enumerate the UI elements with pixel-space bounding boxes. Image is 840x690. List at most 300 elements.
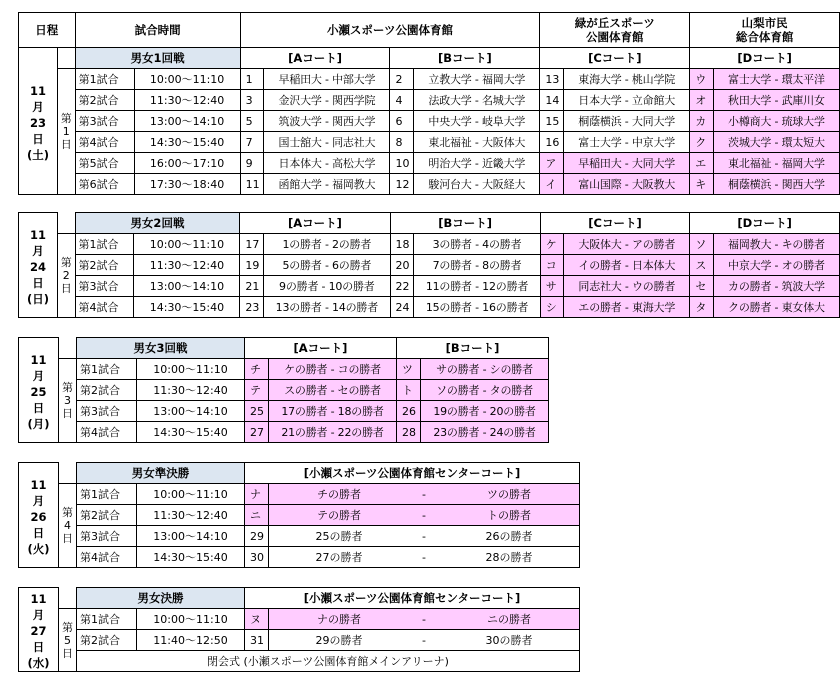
day-number [57, 234, 75, 318]
match-label: 第2試合 [77, 630, 137, 651]
match-time: 10:00～11:10 [137, 359, 245, 380]
match-row [19, 484, 580, 505]
game-matchup [564, 132, 690, 153]
game-number: 13 [540, 69, 564, 90]
game-matchup [421, 380, 549, 401]
game-number: 30 [245, 547, 269, 568]
date-char: (月) [27, 416, 50, 431]
versus-dash: - [422, 488, 426, 501]
match-label: 第3試合 [77, 401, 137, 422]
court-label: [Aコート] [245, 338, 397, 359]
game-number: セ [690, 276, 714, 297]
match-time: 14:30～15:40 [134, 132, 240, 153]
matchup-text: 富士大学 - 中京大学 [578, 136, 676, 149]
game-number: ソ [690, 234, 714, 255]
date-char: 月 [32, 243, 44, 258]
day-number-spacer [59, 463, 77, 484]
match-row [19, 547, 580, 568]
matchup-text: 17の勝者 - 18の勝者 [281, 405, 384, 418]
match-row [19, 609, 580, 630]
date-char: 11 [30, 592, 47, 606]
game-number: ケ [540, 234, 564, 255]
game-number: 16 [540, 132, 564, 153]
game-matchup [564, 276, 690, 297]
matchup-text: 法政大学 - 名城大学 [428, 94, 526, 107]
round-label: 男女3回戦 [77, 338, 245, 359]
matchup-text: 日本大学 - 立命館大 [578, 94, 676, 107]
game-matchup [269, 505, 580, 526]
date-char: 月 [32, 608, 45, 622]
game-number: 17 [240, 234, 264, 255]
game-number: 3 [240, 90, 264, 111]
day-number-char: 1 [62, 125, 70, 138]
versus-dash: - [422, 509, 426, 522]
round-label: 男女1回戦 [75, 48, 240, 69]
day-number-char: 日 [62, 407, 73, 420]
matchup-text: 中央大学 - 岐阜大学 [428, 115, 526, 128]
game-matchup [414, 297, 540, 318]
game-matchup [713, 297, 839, 318]
matchup-text: スの勝者 - セの勝者 [284, 384, 381, 397]
away-team: ニの勝者 [487, 613, 531, 626]
game-number: サ [540, 276, 564, 297]
round-header-row [19, 588, 580, 609]
versus-dash: - [422, 530, 426, 543]
matchup-text: 1の勝者 - 2の勝者 [282, 238, 372, 251]
game-matchup [421, 422, 549, 443]
court-label: [Bコート] [390, 213, 540, 234]
game-number: コ [540, 255, 564, 276]
game-number: ウ [690, 69, 714, 90]
header-venue-kose: 小瀬スポーツ公園体育館 [240, 13, 540, 48]
game-number: 7 [240, 132, 264, 153]
day-number-char: 日 [62, 646, 73, 660]
round-header-row [19, 338, 549, 359]
game-number: 20 [390, 255, 414, 276]
game-number: 28 [397, 422, 421, 443]
day-number-spacer [59, 588, 77, 609]
game-number: 21 [240, 276, 264, 297]
match-row [19, 401, 549, 422]
game-matchup [564, 234, 690, 255]
matchup-text: 3の勝者 - 4の勝者 [432, 238, 522, 251]
match-time: 11:40～12:50 [137, 630, 245, 651]
round-header-row [19, 48, 840, 69]
matchup-text: エの勝者 - 東海大学 [578, 301, 676, 314]
game-matchup [269, 484, 580, 505]
game-matchup [414, 90, 540, 111]
game-matchup [269, 547, 580, 568]
game-number: 14 [540, 90, 564, 111]
day-block-2 [18, 212, 840, 318]
game-matchup [421, 359, 549, 380]
date-char: (水) [27, 656, 50, 670]
home-team: テの勝者 [317, 509, 361, 522]
match-time: 11:30～12:40 [134, 255, 240, 276]
game-matchup [713, 174, 839, 195]
match-time: 14:30～15:40 [137, 422, 245, 443]
matchup-text: 中京大学 - オの勝者 [728, 259, 825, 272]
game-number: 24 [390, 297, 414, 318]
matchup-text: ケの勝者 - コの勝者 [284, 363, 381, 376]
day-number [59, 609, 77, 672]
match-label: 第4試合 [77, 422, 137, 443]
day-number-spacer [59, 338, 77, 359]
game-number: オ [690, 90, 714, 111]
game-number: 12 [390, 174, 414, 195]
matchup-text: 函館大学 - 福岡教大 [278, 178, 376, 191]
matchup-text: 15の勝者 - 16の勝者 [425, 301, 529, 314]
date-char: 11 [29, 227, 46, 242]
venue-line: 緑が丘スポーツ [574, 16, 655, 30]
date-char: 26 [30, 509, 47, 524]
game-matchup [264, 111, 390, 132]
game-number: テ [245, 380, 269, 401]
matchup-text: 19の勝者 - 20の勝者 [433, 405, 536, 418]
date-char: 11 [30, 352, 47, 367]
home-team: ナの勝者 [317, 613, 361, 626]
matchup-text: 金沢大学 - 関西学院 [278, 94, 376, 107]
match-row [19, 505, 580, 526]
game-matchup [421, 401, 549, 422]
home-team: 25の勝者 [315, 530, 363, 543]
game-number: 6 [390, 111, 414, 132]
court-label: [Aコート] [240, 48, 390, 69]
game-matchup [414, 132, 540, 153]
match-label: 第3試合 [77, 526, 137, 547]
game-matchup [264, 234, 390, 255]
game-matchup [713, 153, 839, 174]
game-number: キ [690, 174, 714, 195]
match-row [19, 132, 840, 153]
venue-line: 公園体育館 [586, 30, 644, 44]
match-row [19, 111, 840, 132]
game-number: 27 [245, 422, 269, 443]
header-row [19, 13, 840, 48]
matchup-text: 富山国際 - 大阪教大 [578, 178, 676, 191]
game-matchup [564, 297, 690, 318]
day-number-char: 2 [62, 269, 70, 282]
center-court-label: [小瀬スポーツ公園体育館センターコート] [245, 588, 580, 609]
home-team: 29の勝者 [315, 634, 363, 647]
closing-ceremony: 閉会式 (小瀬スポーツ公園体育館メインアリーナ) [77, 651, 580, 672]
game-matchup [564, 174, 690, 195]
game-matchup [414, 234, 540, 255]
versus-dash: - [422, 634, 426, 647]
match-label: 第1試合 [77, 484, 137, 505]
game-matchup [269, 422, 397, 443]
match-row [19, 380, 549, 401]
game-number: ナ [245, 484, 269, 505]
header-venue-midorigaoka [540, 13, 690, 48]
game-number: 23 [240, 297, 264, 318]
match-time: 10:00～11:10 [137, 609, 245, 630]
game-matchup [264, 174, 390, 195]
day-number-char: 第 [62, 620, 73, 634]
game-number: チ [245, 359, 269, 380]
date-char: (火) [27, 541, 50, 556]
game-matchup [264, 255, 390, 276]
match-row [19, 255, 840, 276]
game-number: 25 [245, 401, 269, 422]
matchup-text: 大阪体大 - アの勝者 [578, 238, 676, 251]
game-matchup [713, 111, 839, 132]
matchup-text: 国士舘大 - 同志社大 [278, 136, 376, 149]
match-label: 第1試合 [75, 234, 134, 255]
match-date [19, 588, 59, 672]
header-date: 日程 [19, 13, 76, 48]
game-number: ヌ [245, 609, 269, 630]
game-number: 15 [540, 111, 564, 132]
date-char: 23 [29, 115, 46, 130]
game-matchup [564, 90, 690, 111]
match-label: 第2試合 [77, 505, 137, 526]
game-number: ア [540, 153, 564, 174]
game-number: 26 [397, 401, 421, 422]
game-matchup [269, 380, 397, 401]
date-char: 日 [32, 131, 44, 146]
header-time: 試合時間 [75, 13, 240, 48]
day-number-char: 日 [62, 532, 73, 545]
day-number-char: 4 [64, 519, 71, 532]
header-venue-yamanashi [690, 13, 840, 48]
game-number: 11 [240, 174, 264, 195]
date-char: 日 [32, 640, 45, 654]
date-char: 日 [32, 525, 45, 540]
venue-line: 総合体育館 [735, 30, 794, 44]
match-date [19, 213, 58, 318]
game-matchup [264, 90, 390, 111]
game-matchup [564, 69, 690, 90]
court-label: [Dコート] [690, 213, 840, 234]
match-row [19, 276, 840, 297]
game-number: タ [690, 297, 714, 318]
game-matchup [713, 90, 839, 111]
game-number: 29 [245, 526, 269, 547]
match-label: 第4試合 [75, 297, 134, 318]
date-char: 25 [30, 384, 47, 399]
matchup-text: ソの勝者 - タの勝者 [436, 384, 533, 397]
game-number: カ [690, 111, 714, 132]
matchup-text: 日本体大 - 高松大学 [278, 157, 376, 170]
day-block-3 [18, 337, 549, 443]
day-number-char: 第 [62, 381, 73, 394]
match-label: 第2試合 [77, 380, 137, 401]
game-matchup [269, 630, 580, 651]
round-header-row [19, 463, 580, 484]
date-char: (土) [26, 147, 49, 162]
matchup-text: 秋田大学 - 武庫川女 [728, 94, 825, 107]
matchup-text: 9の勝者 - 10の勝者 [279, 280, 375, 293]
away-team: トの勝者 [487, 509, 531, 522]
away-team: 30の勝者 [485, 634, 533, 647]
match-row [19, 630, 580, 651]
game-matchup [269, 401, 397, 422]
match-row [19, 69, 840, 90]
court-label: [Cコート] [540, 213, 690, 234]
matchup-text: 富士大学 - 環太平洋 [728, 73, 825, 86]
game-number: 18 [390, 234, 414, 255]
matchup-text: 東北福祉 - 福岡大学 [728, 157, 825, 170]
match-label: 第6試合 [75, 174, 134, 195]
game-matchup [564, 111, 690, 132]
game-matchup [713, 69, 839, 90]
round-label: 男女準決勝 [77, 463, 245, 484]
versus-dash: - [422, 551, 426, 564]
game-matchup [713, 276, 839, 297]
date-char: 月 [32, 493, 45, 508]
game-matchup [264, 276, 390, 297]
match-time: 13:00～14:10 [134, 111, 240, 132]
game-matchup [414, 174, 540, 195]
matchup-text: 茨城大学 - 環太短大 [728, 136, 825, 149]
game-number: エ [690, 153, 714, 174]
game-matchup [269, 526, 580, 547]
game-matchup [269, 609, 580, 630]
date-char: 月 [32, 368, 45, 383]
matchup-text: サの勝者 - シの勝者 [436, 363, 533, 376]
game-number: シ [540, 297, 564, 318]
matchup-text: 福岡教大 - キの勝者 [728, 238, 825, 251]
game-number: ク [690, 132, 714, 153]
date-char: (日) [26, 291, 49, 306]
game-matchup [264, 297, 390, 318]
match-date [19, 463, 59, 568]
game-matchup [713, 255, 839, 276]
game-matchup [264, 69, 390, 90]
game-number: 2 [390, 69, 414, 90]
match-row [19, 359, 549, 380]
closing-row [19, 651, 580, 672]
day-number [59, 359, 77, 443]
date-char: 日 [32, 400, 45, 415]
match-row [19, 297, 840, 318]
date-char: 日 [32, 275, 44, 290]
date-char: 27 [30, 624, 47, 638]
matchup-text: 立教大学 - 福岡大学 [428, 73, 526, 86]
matchup-text: 明治大学 - 近畿大学 [428, 157, 526, 170]
match-date [19, 338, 59, 443]
game-number: 8 [390, 132, 414, 153]
matchup-text: 早稲田大 - 中部大学 [278, 73, 376, 86]
date-char: 月 [32, 99, 44, 114]
matchup-text: 7の勝者 - 8の勝者 [432, 259, 522, 272]
away-team: ツの勝者 [487, 488, 531, 501]
match-time: 13:00～14:10 [137, 526, 245, 547]
game-number: 1 [240, 69, 264, 90]
match-time: 10:00～11:10 [134, 234, 240, 255]
game-number: 5 [240, 111, 264, 132]
match-time: 14:30～15:40 [134, 297, 240, 318]
game-matchup [564, 153, 690, 174]
match-row [19, 90, 840, 111]
matchup-text: 同志社大 - ウの勝者 [578, 280, 676, 293]
court-label: [Dコート] [690, 48, 840, 69]
day-number-char: 第 [62, 506, 73, 519]
matchup-text: 東北福祉 - 大阪体大 [428, 136, 526, 149]
court-label: [Bコート] [390, 48, 540, 69]
game-matchup [713, 132, 839, 153]
matchup-text: 筑波大学 - 関西大学 [278, 115, 376, 128]
away-team: 28の勝者 [485, 551, 533, 564]
match-label: 第2試合 [75, 255, 134, 276]
match-label: 第5試合 [75, 153, 134, 174]
game-matchup [414, 111, 540, 132]
matchup-text: 桐蔭横浜 - 関西大学 [728, 178, 825, 191]
game-matchup [564, 255, 690, 276]
day-number-char: 5 [64, 633, 71, 647]
day-number-spacer [57, 48, 75, 69]
home-team: チの勝者 [317, 488, 361, 501]
match-label: 第4試合 [75, 132, 134, 153]
match-label: 第1試合 [75, 69, 134, 90]
game-number: ツ [397, 359, 421, 380]
matchup-text: 東海大学 - 桃山学院 [578, 73, 676, 86]
venue-line: 山梨市民 [741, 16, 788, 30]
court-label: [Aコート] [240, 213, 390, 234]
match-row [19, 526, 580, 547]
game-number: 9 [240, 153, 264, 174]
game-number: 31 [245, 630, 269, 651]
match-label: 第2試合 [75, 90, 134, 111]
day-number [57, 69, 75, 195]
game-matchup [414, 276, 540, 297]
matchup-text: 桐蔭横浜 - 大同大学 [578, 115, 676, 128]
day-number-char: 日 [60, 282, 72, 295]
versus-dash: - [422, 613, 426, 626]
matchup-text: 11の勝者 - 12の勝者 [425, 280, 529, 293]
match-time: 16:00～17:10 [134, 153, 240, 174]
match-row [19, 234, 840, 255]
match-label: 第1試合 [77, 359, 137, 380]
matchup-text: イの勝者 - 日本体大 [578, 259, 676, 272]
matchup-text: 早稲田大 - 大同大学 [578, 157, 676, 170]
game-number: 10 [390, 153, 414, 174]
game-number: 22 [390, 276, 414, 297]
match-label: 第4試合 [77, 547, 137, 568]
matchup-text: 5の勝者 - 6の勝者 [282, 259, 372, 272]
game-matchup [713, 234, 839, 255]
away-team: 26の勝者 [485, 530, 533, 543]
day-number-spacer [57, 213, 75, 234]
game-matchup [264, 132, 390, 153]
match-row [19, 422, 549, 443]
court-label: [Cコート] [540, 48, 690, 69]
round-header-row [19, 213, 840, 234]
match-label: 第3試合 [75, 111, 134, 132]
match-label: 第3試合 [75, 276, 134, 297]
match-time: 11:30～12:40 [137, 380, 245, 401]
matchup-text: カの勝者 - 筑波大学 [728, 280, 825, 293]
day-number [59, 484, 77, 568]
round-label: 男女決勝 [77, 588, 245, 609]
game-number: ト [397, 380, 421, 401]
game-number: ス [690, 255, 714, 276]
match-label: 第1試合 [77, 609, 137, 630]
match-time: 11:30～12:40 [137, 505, 245, 526]
game-number: イ [540, 174, 564, 195]
game-matchup [264, 153, 390, 174]
match-row [19, 174, 840, 195]
game-matchup [269, 359, 397, 380]
game-number: 19 [240, 255, 264, 276]
match-time: 14:30～15:40 [137, 547, 245, 568]
match-time: 13:00～14:10 [137, 401, 245, 422]
matchup-text: 小樽商大 - 琉球大学 [728, 115, 825, 128]
day-block-4 [18, 462, 580, 568]
match-time: 17:30～18:40 [134, 174, 240, 195]
day-block-5 [18, 587, 580, 672]
